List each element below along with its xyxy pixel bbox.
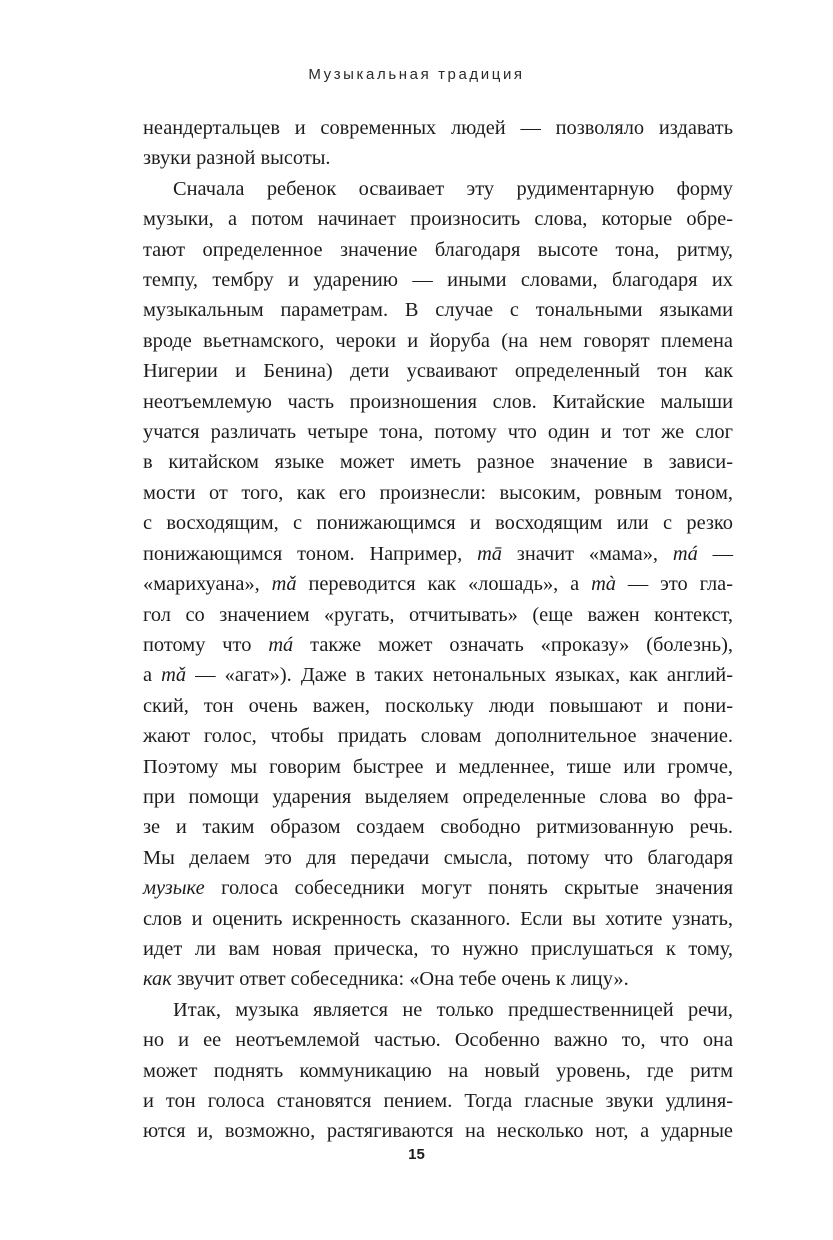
italic-word: как [143,968,172,991]
paragraph-1 [143,113,733,174]
text-line [143,569,733,599]
italic-word: mā [477,542,502,565]
text-line: тают определенное значение благодаря высоте тона, ритму, [143,238,733,261]
text-run: — [697,542,733,565]
italic-word: музыке [143,877,205,900]
text-run: значит «мама», [501,542,673,565]
text-run: — «агат»). Даже в таких нетональных языках, как англий- [186,664,733,687]
paragraph-2 [143,174,733,995]
text-line: учатся различать четыре тона, потому что один и тот же слог [143,421,733,444]
text-line: может поднять коммуникацию на новый уровень, где ритм [143,1059,733,1082]
text-run: — это гла- [616,573,733,596]
body-text [143,113,733,1147]
text-run: а [143,664,162,687]
text-line: гол со значением «ругать, отчитывать» (еще важен контекст, [143,603,733,626]
text-line [143,630,733,660]
text-line: музыкальным параметрам. В случае с тональными языками [143,299,733,322]
text-line: Сначала ребенок осваивает эту рудиментарную форму [173,177,733,200]
text-line: Мы делаем это для передачи смысла, потому что благодаря [143,846,733,869]
italic-word: má [268,633,294,656]
text-line: идет ли вам новая прическа, то нужно прислушаться к тому, [143,937,733,960]
text-line: вроде вьетнамского, чероки и йоруба (на нем говорят племена [143,329,733,352]
page-number: 15 [408,1146,425,1163]
text-line: зе и таким образом создаем свободно ритмизованную речь. [143,816,733,839]
text-line: в китайском языке может иметь разное значение в зависи- [143,451,733,474]
text-line: Итак, музыка является не только предшественницей речи, [173,998,733,1021]
text-line: мости от того, как его произнесли: высоким, ровным тоном, [143,481,733,504]
text-run: «марихуана», [143,573,272,596]
text-line: слов и оценить искренность сказанного. Если вы хотите узнать, [143,907,733,930]
text-run: звучит ответ собеседника: «Она тебе очень к лицу». [171,968,629,991]
text-line: ются и, возможно, растягиваются на несколько нот, а ударные [143,1120,733,1143]
text-line: при помощи ударения выделяем определенные слова во фра- [143,785,733,808]
text-run: голоса собеседники могут понять скрытые значения [204,877,733,900]
text-line [143,660,733,690]
italic-word: má [672,542,698,565]
text-line: но и ее неотъемлемой частью. Особенно важно то, что она [143,1029,733,1052]
text-line: неотъемлемую часть произношения слов. Китайские малыши [143,390,733,413]
text-line [143,539,733,569]
text-line: с восходящим, с понижающимся и восходящим или с резко [143,512,733,535]
text-line: жают голос, чтобы придать словам дополнительное значение. [143,725,733,748]
text-line: звуки разной высоты. [143,147,331,170]
text-line: Нигерии и Бенина) дети усваивают определенный тон как [143,360,733,383]
text-line: неандертальцев и современных людей — позволяло издавать [143,117,733,139]
text-line [143,964,733,994]
text-run: понижающимся тоном. Например, [143,542,478,565]
text-line: Поэтому мы говорим быстрее и медленнее, тише или громче, [143,755,733,778]
text-line: темпу, тембру и ударению — иными словами, благодаря их [143,269,733,292]
text-line: музыки, а потом начинает произносить слова, которые обре- [143,208,733,231]
text-line: ский, тон очень важен, поскольку люди повышают и пони- [143,694,733,717]
paragraph-3 [143,995,733,1147]
italic-word: mǎ [271,573,297,596]
text-run: переводится как «лошадь», а [296,573,592,596]
italic-word: mà [591,573,616,596]
text-line [143,873,733,903]
text-run: потому что [143,633,269,656]
italic-word: mǎ [161,664,187,687]
text-run: также может означать «проказу» (болезнь), [293,633,733,656]
text-line: и тон голоса становятся пением. Тогда гласные звуки удлиня- [143,1090,733,1112]
running-head: Музыкальная традиция [308,66,525,83]
